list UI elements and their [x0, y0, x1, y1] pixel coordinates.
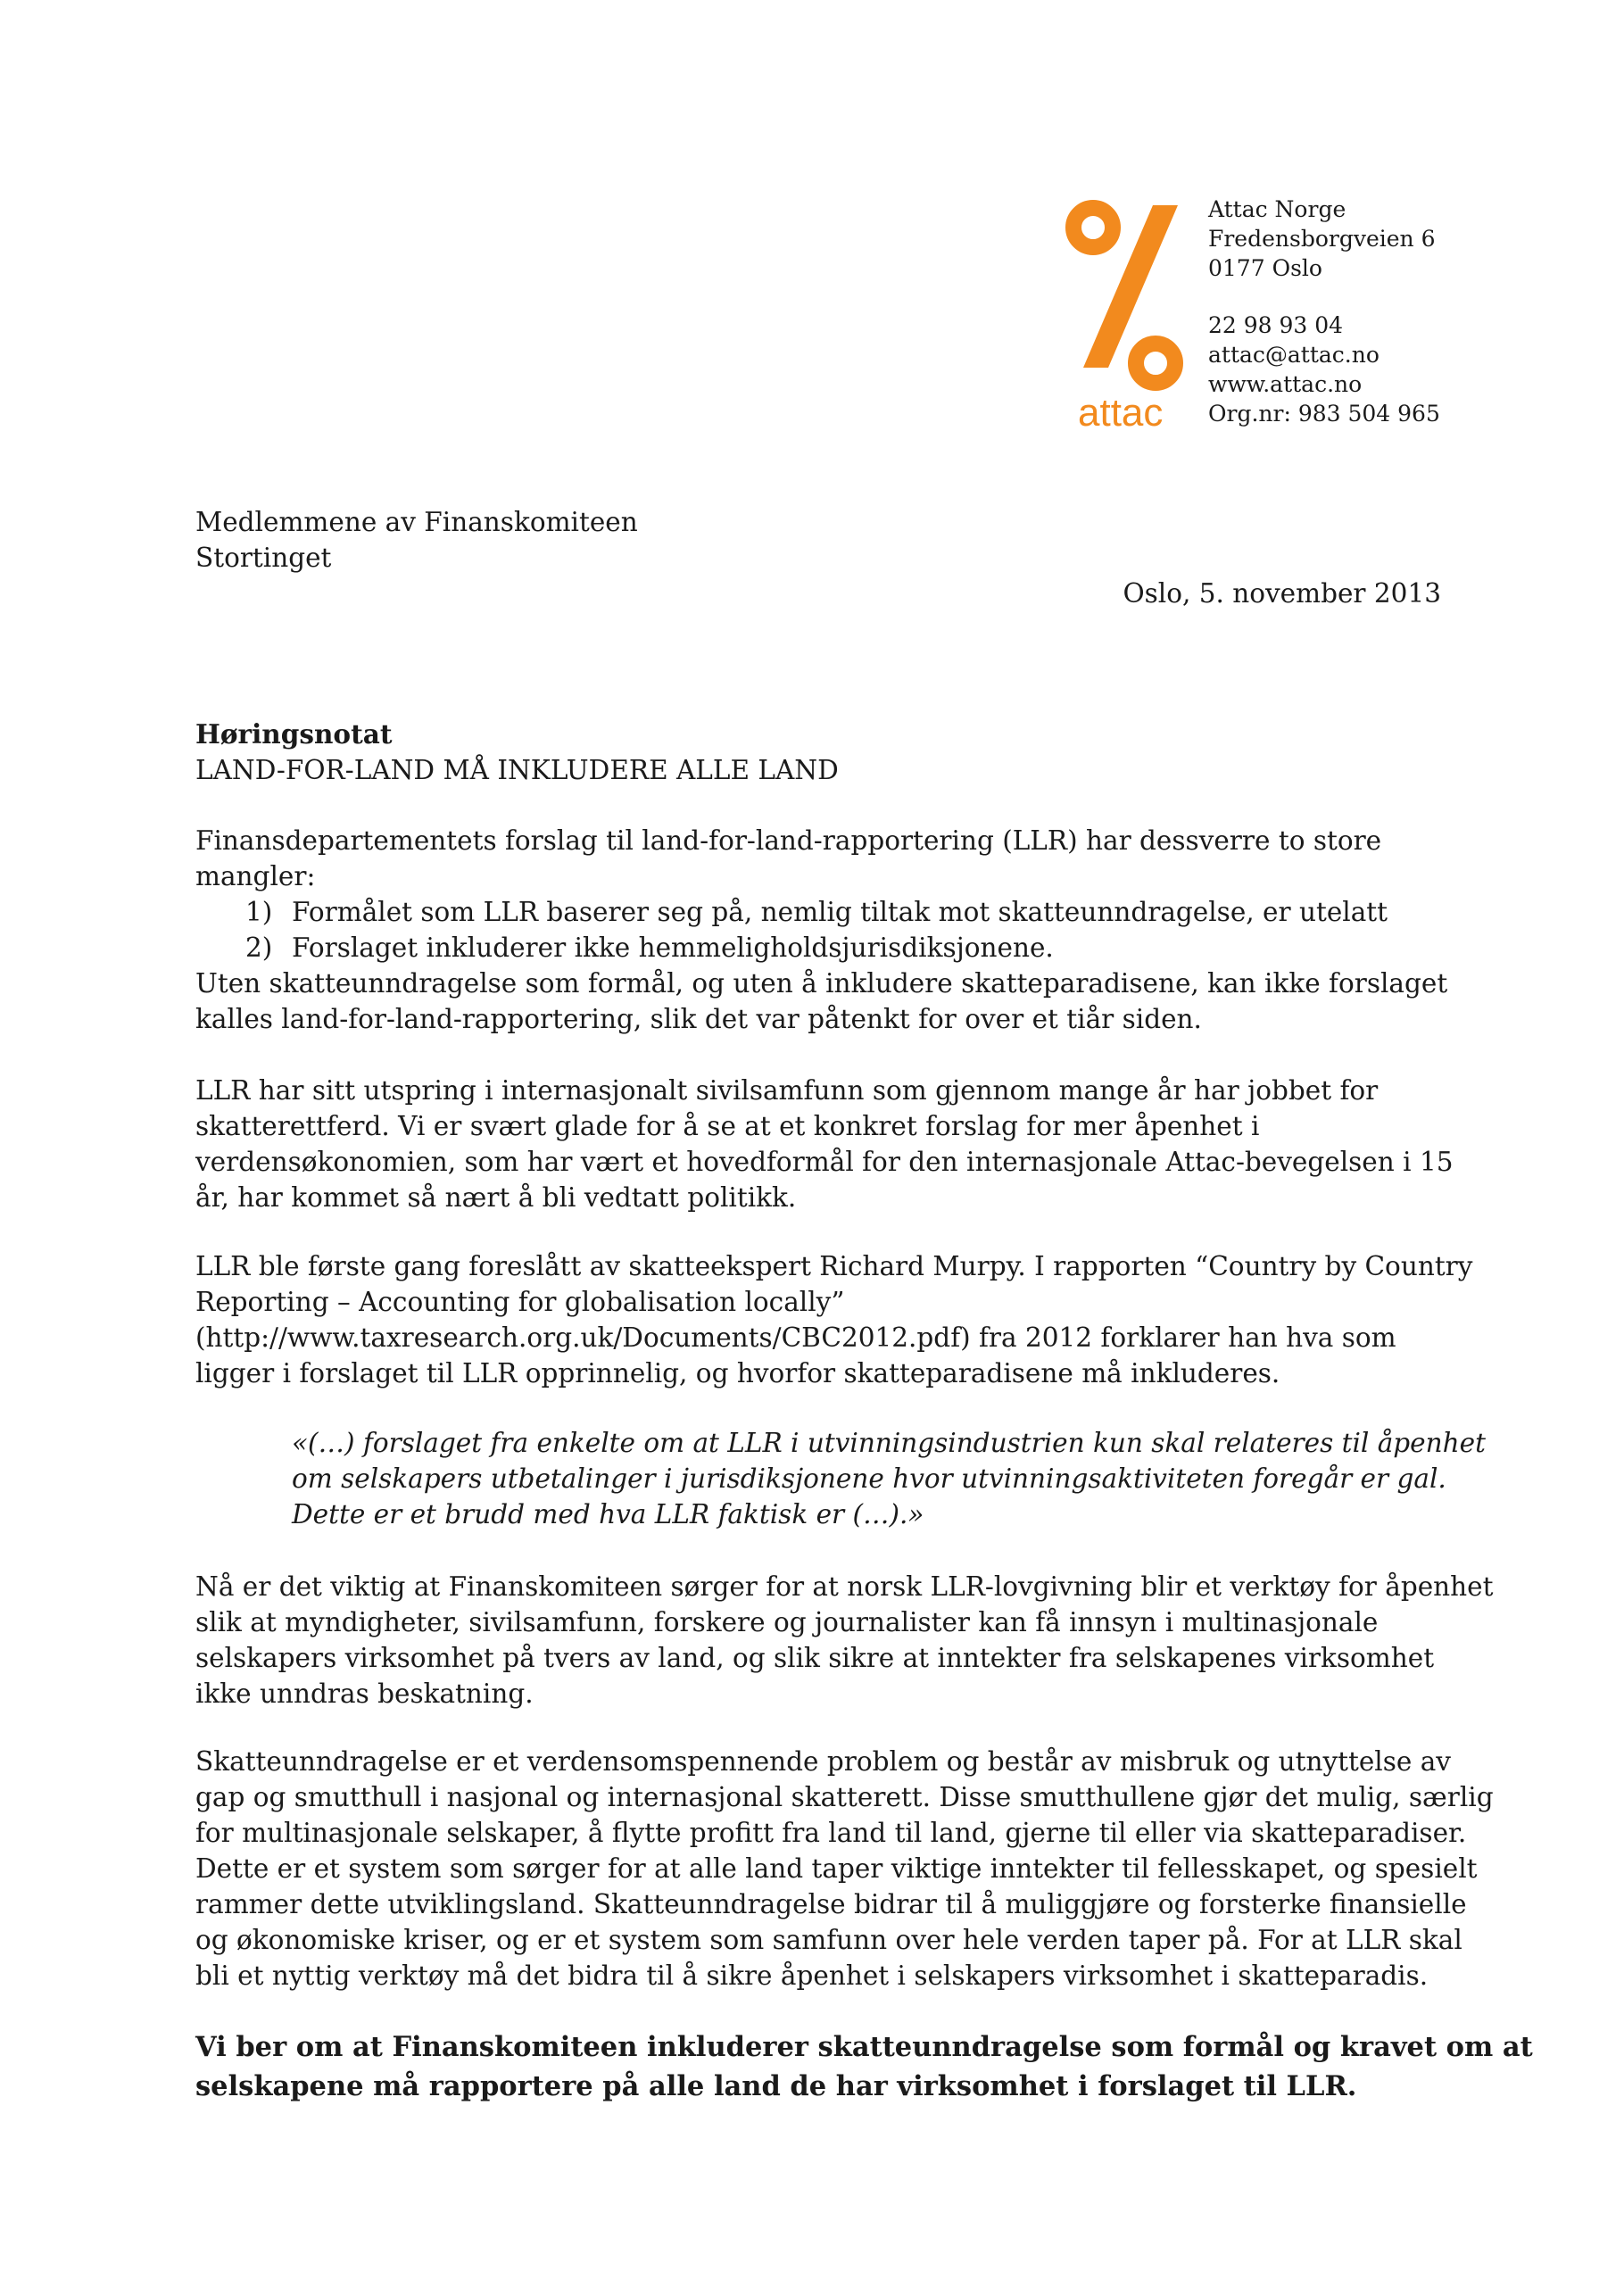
text-line: LLR har sitt utspring i internasjonalt sivilsamfunn som gjennom mange år har jobbet for: [195, 1075, 1379, 1106]
text-line: Dette er et system som sørger for at alle land taper viktige inntekter til fellesskapet, og spesielt: [195, 1853, 1478, 1884]
document-subtitle: LAND-FOR-LAND MÅ INKLUDERE ALLE LAND: [195, 755, 839, 785]
text-line: ikke unndras beskatning.: [195, 1678, 534, 1709]
quote-line: om selskapers utbetalinger i jurisdiksjonene hvor utvinningsaktiviteten foregår er gal.: [292, 1463, 1446, 1494]
heading-block: [195, 717, 1445, 788]
address-line: Attac Norge: [1208, 196, 1346, 222]
document-title: Høringsnotat: [195, 718, 393, 750]
text-line: ligger i forslaget til LLR opprinnelig, og hvorfor skatteparadisene må inkluderes.: [195, 1358, 1280, 1388]
text-line: og økonomiske kriser, og er et system som samfunn over hele verden taper på. For at LLR skal: [195, 1925, 1462, 1955]
list-item: [195, 930, 1445, 966]
phone-number: 22 98 93 04: [1208, 312, 1344, 338]
paragraph: [195, 1248, 1473, 1391]
text-line: Reporting – Accounting for globalisation locally”: [195, 1287, 845, 1317]
letter-date: Oslo, 5. november 2013: [1123, 578, 1441, 609]
list-text: Formålet som LLR baserer seg på, nemlig tiltak mot skatteunndragelse, er utelatt: [292, 897, 1388, 927]
percent-logo-icon: [1064, 198, 1189, 394]
text-line: bli et nyttig verktøy må det bidra til å sikre åpenhet i selskapers virksomhet i skatteparadis.: [195, 1960, 1429, 1991]
text-line: selskapers virksomhet på tvers av land, og slik sikre at inntekter fra selskapenes virksomhet: [195, 1643, 1435, 1673]
recipient-line: Stortinget: [195, 543, 332, 573]
recipient-block: [195, 504, 1445, 576]
paragraph: [195, 1744, 1494, 1993]
text-line: Finansdepartementets forslag til land-for-land-rapportering (LLR) har dessverre to store: [195, 825, 1382, 856]
text-line: for multinasjonale selskaper, å flytte profitt fra land til land, gjerne til eller via skatteparadiser.: [195, 1818, 1467, 1848]
text-line: (http://www.taxresearch.org.uk/Documents/CBC2012.pdf) fra 2012 forklarer han hva som: [195, 1322, 1396, 1353]
text-line: slik at myndigheter, sivilsamfunn, forskere og journalister kan få innsyn i multinasjonale: [195, 1607, 1379, 1637]
text-line: mangler:: [195, 861, 316, 891]
text-line: selskapene må rapportere på alle land de har virksomhet i forslaget til LLR.: [195, 2070, 1357, 2102]
text-line: Vi ber om at Finanskomiteen inkluderer skatteunndragelse som formål og kravet om at: [195, 2031, 1533, 2063]
block-quote: [292, 1425, 1486, 1532]
paragraph: [195, 823, 1448, 1037]
list-item: [195, 894, 1445, 930]
website: www.attac.no: [1208, 371, 1363, 397]
text-line: Nå er det viktig at Finanskomiteen sørger for at norsk LLR-lovgivning blir et verktøy for åpenhet: [195, 1571, 1494, 1602]
text-line: kalles land-for-land-rapportering, slik det var påtenkt for over et tiår siden.: [195, 1004, 1202, 1034]
text-line: skatterettferd. Vi er svært glade for å se at et konkret forslag for mer åpenhet i: [195, 1111, 1260, 1141]
recipient-line: Medlemmene av Finanskomiteen: [195, 507, 638, 537]
text-line: LLR ble første gang foreslått av skatteekspert Richard Murpy. I rapporten “Country by Country: [195, 1251, 1473, 1281]
list-text: Forslaget inkluderer ikke hemmeligholdsjurisdiksjonene.: [292, 932, 1054, 963]
list-number: 2): [245, 932, 273, 963]
text-line: år, har kommet så nært å bli vedtatt politikk.: [195, 1182, 797, 1213]
quote-line: «(…) forslaget fra enkelte om at LLR i utvinningsindustrien kun skal relateres til åpenhet: [292, 1428, 1486, 1458]
address-line: 0177 Oslo: [1208, 255, 1322, 281]
list-number: 1): [245, 897, 273, 927]
text-line: rammer dette utviklingsland. Skatteunndragelse bidrar til å muliggjøre og forsterke finansielle: [195, 1889, 1467, 1919]
paragraph: [195, 1073, 1454, 1215]
org-number: Org.nr: 983 504 965: [1208, 401, 1440, 427]
text-line: Skatteunndragelse er et verdensomspennende problem og består av misbruk og utnyttelse av: [195, 1746, 1451, 1777]
address-line: Fredensborgveien 6: [1208, 226, 1436, 252]
text-line: gap og smutthull i nasjonal og internasjonal skatterett. Disse smutthullene gjør det mulig, særlig: [195, 1782, 1494, 1812]
quote-line: Dette er et brudd med hva LLR faktisk er (…).»: [292, 1499, 924, 1529]
closing-request: [195, 2027, 1533, 2106]
paragraph: [195, 1569, 1494, 1712]
logo-wordmark: attac: [1078, 391, 1164, 435]
sender-address: [1208, 195, 1440, 428]
email-address: attac@attac.no: [1208, 342, 1380, 368]
text-line: Uten skatteunndragelse som formål, og uten å inkludere skatteparadisene, kan ikke forslaget: [195, 968, 1448, 999]
text-line: verdensøkonomien, som har vært et hovedformål for den internasjonale Attac-bevegelsen i 15: [195, 1147, 1454, 1177]
